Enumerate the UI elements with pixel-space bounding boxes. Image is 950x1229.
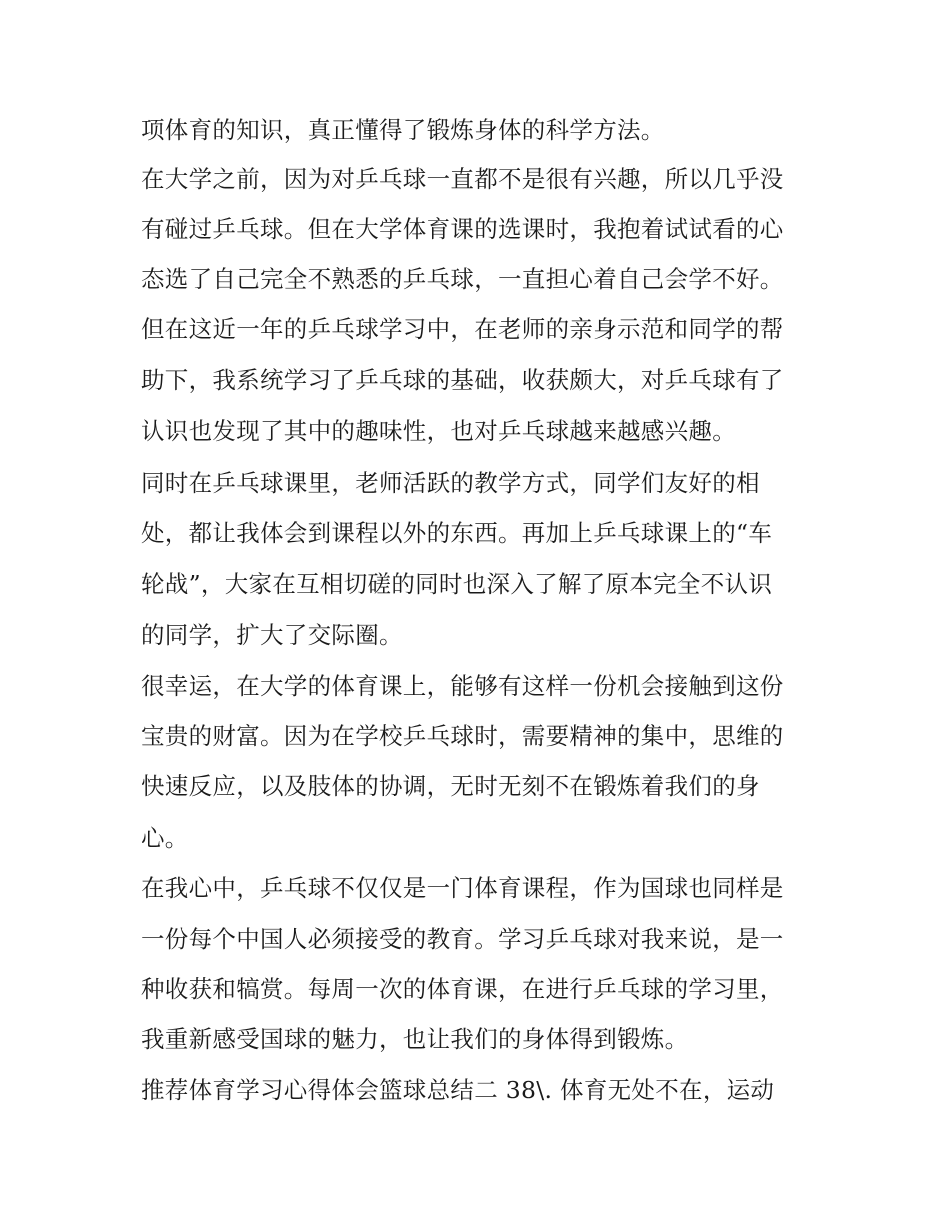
text-line: 有碰过乒乓球。但在大学体育课的选课时，我抱着试试看的心 — [141, 215, 784, 243]
text-line: 认识也发现了其中的趣味性，也对乒乓球越来越感兴趣。 — [141, 417, 736, 445]
text-line: 我重新感受国球的魅力，也让我们的身体得到锻炼。 — [141, 1025, 689, 1053]
text-line: 轮战”，大家在互相切磋的同时也深入了解了原本完全不认识 — [141, 570, 773, 598]
text-line: 处，都让我体会到课程以外的东西。再加上乒乓球课上的“车 — [141, 519, 773, 547]
text-line: 助下，我系统学习了乒乓球的基础，收获颇大，对乒乓球有了 — [141, 366, 784, 394]
text-line: 但在这近一年的乒乓球学习中，在老师的亲身示范和同学的帮 — [141, 315, 784, 343]
text-line: 种收获和犒赏。每周一次的体育课，在进行乒乓球的学习里， — [141, 975, 784, 1003]
text-line: 项体育的知识，真正懂得了锻炼身体的科学方法。 — [141, 116, 665, 144]
text-line: 一份每个中国人必须接受的教育。学习乒乓球对我来说，是一 — [141, 925, 784, 953]
text-line: 宝贵的财富。因为在学校乒乓球时，需要精神的集中，思维的 — [141, 722, 784, 750]
text-line: 在大学之前，因为对乒乓球一直都不是很有兴趣，所以几乎没 — [141, 165, 784, 193]
text-line: 快速反应，以及肢体的协调，无时无刻不在锻炼着我们的身 — [141, 772, 760, 800]
text-line: 在我心中，乒乓球不仅仅是一门体育课程，作为国球也同样是 — [141, 874, 784, 902]
text-line: 心。 — [141, 824, 189, 852]
text-line: 同时在乒乓球课里，老师活跃的教学方式，同学们友好的相 — [141, 469, 760, 497]
text-line: 很幸运，在大学的体育课上，能够有这样一份机会接触到这份 — [141, 672, 784, 700]
text-line: 的同学，扩大了交际圈。 — [141, 621, 403, 649]
text-line: 态选了自己完全不熟悉的乒乓球，一直担心着自己会学不好。 — [141, 265, 784, 293]
text-line: 推荐体育学习心得体会篮球总结二 38\. 体育无处不在，运动 — [141, 1076, 775, 1104]
